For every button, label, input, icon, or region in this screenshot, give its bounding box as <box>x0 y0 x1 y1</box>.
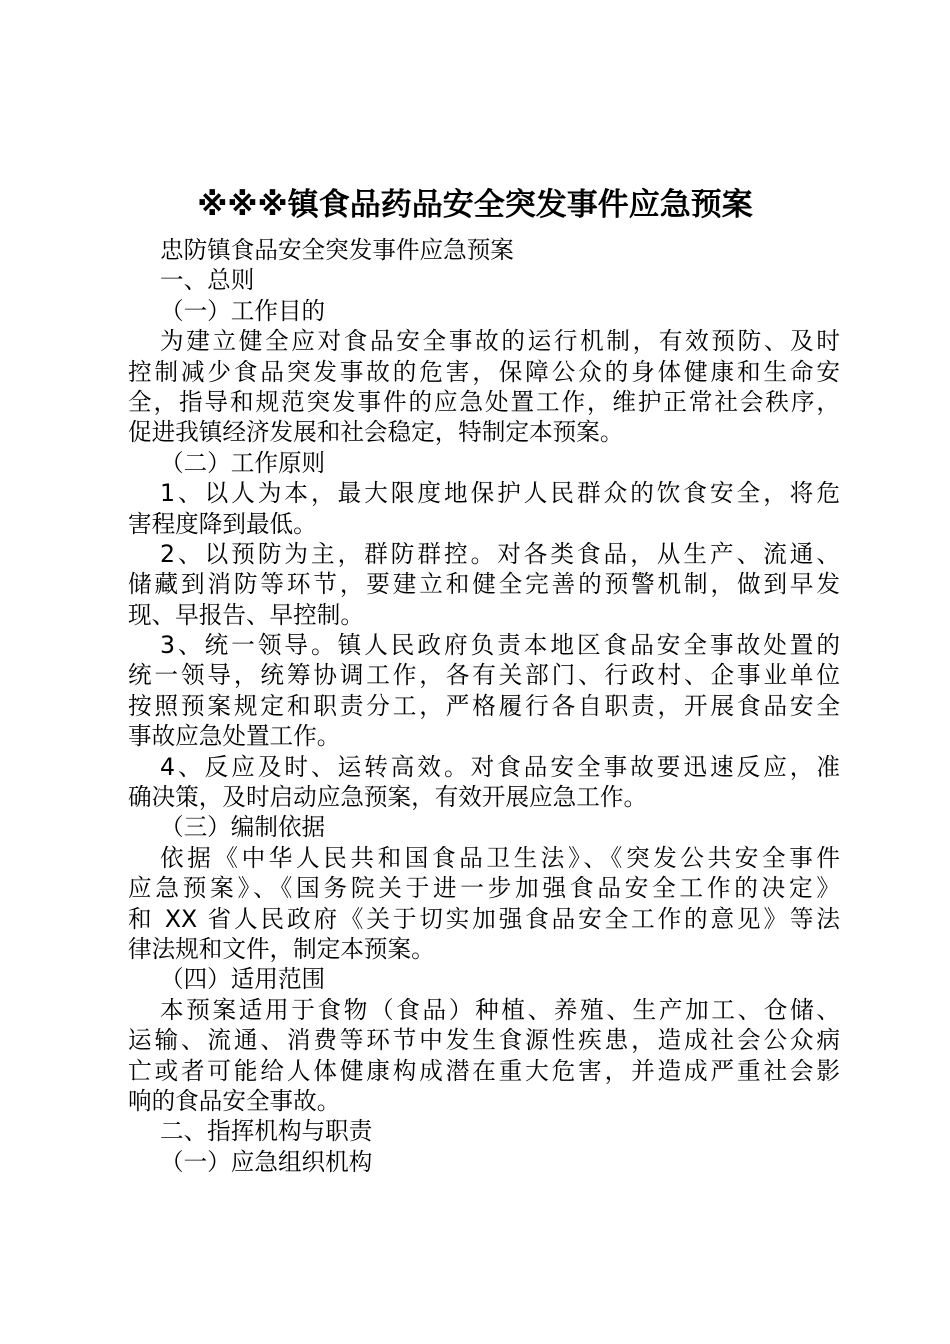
paragraph-line: 害程度降到最低。 <box>128 509 317 538</box>
section-heading-command: 二、指挥机构与职责 <box>160 1117 373 1146</box>
paragraph-line: 全，指导和规范突发事件的应急处置工作，维护正常社会秩序， <box>128 387 840 416</box>
paragraph-line: 4、反应及时、运转高效。对食品安全事故要迅速反应，准 <box>160 752 840 781</box>
paragraph-line: 确决策，及时启动应急预案，有效开展应急工作。 <box>128 783 648 812</box>
subsection-heading-organization: （一）应急组织机构 <box>160 1147 373 1176</box>
paragraph-line: 控制减少食品突发事故的危害，保障公众的身体健康和生命安 <box>128 357 840 386</box>
paragraph-line: 应急预案》、《国务院关于进一步加强食品安全工作的决定》 <box>128 874 840 903</box>
document-title: ※※※镇食品药品安全突发事件应急预案 <box>197 187 753 223</box>
paragraph-line: 律法规和文件，制定本预案。 <box>128 934 435 963</box>
subtitle-line: 忠防镇食品安全突发事件应急预案 <box>160 236 514 264</box>
paragraph-line: 亡或者可能给人体健康构成潜在重大危害，并造成严重社会影 <box>128 1056 840 1085</box>
subsection-heading-scope: （四）适用范围 <box>160 965 326 994</box>
paragraph-line: 3、统一领导。镇人民政府负责本地区食品安全事故处置的 <box>160 631 840 660</box>
subsection-heading-basis: （三）编制依据 <box>160 813 326 842</box>
paragraph-line: 2、以预防为主，群防群控。对各类食品，从生产、流通、 <box>160 539 840 568</box>
paragraph-line: 运输、流通、消费等环节中发生食源性疾患，造成社会公众病 <box>128 1026 840 1055</box>
section-heading-general: 一、总则 <box>160 266 255 295</box>
paragraph-line: 响的食品安全事故。 <box>128 1086 341 1115</box>
paragraph-line: 事故应急处置工作。 <box>128 722 341 751</box>
subsection-heading-principles: （二）工作原则 <box>160 448 326 477</box>
paragraph-line: 和 XX 省人民政府《关于切实加强食品安全工作的意见》等法 <box>128 904 840 933</box>
paragraph-line: 依据《中华人民共和国食品卫生法》、《突发公共安全事件 <box>160 843 840 872</box>
paragraph-line: 储藏到消防等环节，要建立和健全完善的预警机制，做到早发 <box>128 570 840 599</box>
subsection-heading-purpose: （一）工作目的 <box>160 296 326 325</box>
paragraph-line: 为建立健全应对食品安全事故的运行机制，有效预防、及时 <box>160 327 840 356</box>
paragraph-line: 促进我镇经济发展和社会稳定，特制定本预案。 <box>128 418 624 447</box>
document-body <box>128 235 840 1177</box>
paragraph-line: 按照预案规定和职责分工，严格履行各自职责，开展食品安全 <box>128 691 840 720</box>
paragraph-line: 本预案适用于食物（食品）种植、养殖、生产加工、仓储、 <box>160 995 840 1024</box>
paragraph-line: 现、早报告、早控制。 <box>128 600 364 629</box>
paragraph-line: 1、以人为本，最大限度地保护人民群众的饮食安全，将危 <box>160 479 840 508</box>
paragraph-line: 统一领导，统筹协调工作，各有关部门、行政村、企事业单位 <box>128 661 840 690</box>
